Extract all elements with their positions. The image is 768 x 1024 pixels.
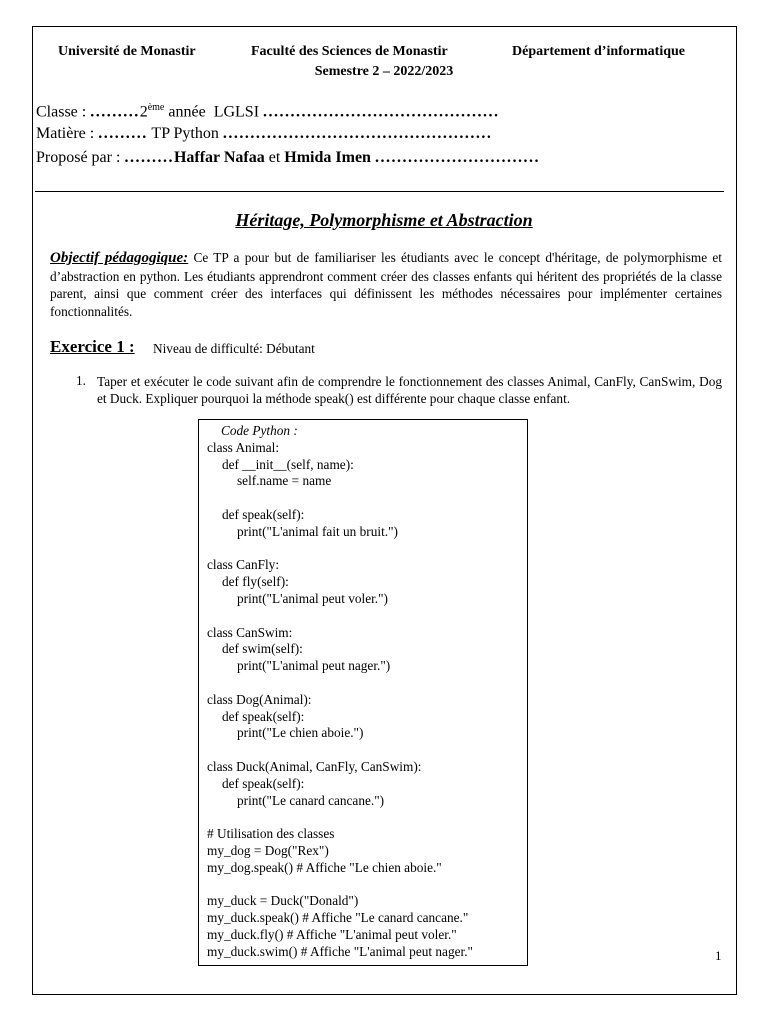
code-line: class CanFly: [207,557,280,573]
code-line [207,675,473,692]
code-line: def speak(self): [222,506,305,522]
code-line: def speak(self): [222,775,305,791]
code-line [207,608,473,625]
code-line: print("Le chien aboie.") [237,725,364,741]
page-number: 1 [715,948,722,963]
matiere-label: Matière : [36,125,95,142]
faculty-name: Faculté des Sciences de Monastir [251,44,448,59]
code-line: def __init__(self, name): [222,456,354,472]
code-line [207,877,473,894]
semester: Semestre 2 – 2022/2023 [314,64,454,79]
code-line: my_dog.speak() # Affiche "Le chien aboie." [207,859,442,875]
exercise-level: Niveau de difficulté: Débutant [153,341,315,356]
code-line: my_dog = Dog("Rex") [207,842,329,858]
code-line [207,541,473,558]
document-title: Héritage, Polymorphisme et Abstraction [235,210,533,230]
code-line: print("L'animal peut nager.") [237,658,391,674]
exercise-title: Exercice 1 : [50,337,135,356]
code-line: class Dog(Animal): [207,691,312,707]
code-line: def swim(self): [222,641,303,657]
code-line: print("L'animal peut voler.") [237,590,388,606]
code-line: my_duck.fly() # Affiche "L'animal peut voler." [207,926,457,942]
classe-line: Classe : .........2ème année LGLSI ........................................... [36,102,500,121]
author-1: Haffar Nafaa [173,149,265,166]
code-line [207,742,473,759]
propose-line: Proposé par : .........Haffar Nafaa et Hmida Imen .............................. [36,149,540,166]
author-2: Hmida Imen [284,149,371,166]
code-listing [207,423,473,961]
code-line: self.name = name [237,473,332,489]
objective-label: Objectif pédagogique: [50,250,189,266]
matiere-value: TP Python [151,125,219,142]
classe-label: Classe : [36,103,87,121]
code-line: # Utilisation des classes [207,826,335,842]
code-line: print("Le canard cancane.") [237,792,385,808]
code-line: my_duck.speak() # Affiche "Le canard cancane." [207,910,469,926]
item-text: Taper et exécuter le code suivant afin de comprendre le fonctionnement des classes Animal, CanFly, CanSwim, Dog et Duck. Expliquer pourquoi la méthode speak() est différente pour chaque classe enfant. [97,374,722,406]
classe-value: LGLSI [213,103,260,121]
propose-label: Proposé par : [36,149,121,166]
code-line: my_duck.swim() # Affiche "L'animal peut nager." [207,943,473,959]
code-heading: Code Python : [221,423,298,438]
code-line: class Animal: [207,439,280,455]
classe-year-sup: ème [147,102,165,113]
code-line: def speak(self): [222,708,305,724]
matiere-line: Matière : ......... TP Python ................................................. [36,125,493,142]
code-line: print("L'animal fait un bruit.") [237,523,398,539]
university-name: Université de Monastir [58,44,196,59]
code-line: def fly(self): [222,574,289,590]
objective-paragraph [50,249,722,320]
code-line: class Duck(Animal, CanFly, CanSwim): [207,758,422,774]
header-divider [35,191,724,192]
connector: et [268,149,281,166]
classe-year-text: année [168,103,206,121]
objective-text: Ce TP a pour but de familiariser les étudiants avec le concept d'héritage, de polymorphisme et d’abstraction en python. Les étudiants apprendront comment créer des classes enfants qui héritent des propriétés de la classe parent, ainsi que comment créer des interfaces qui définissent les méthodes nécessaires pour implémenter certaines fonctionnalités. [50,250,723,319]
code-line [207,809,473,826]
code-line [207,490,473,507]
classe-year-num: 2 [139,103,148,121]
item-number: 1. [76,373,86,388]
code-line: my_duck = Duck("Donald") [207,893,359,909]
department-name: Département d’informatique [512,44,686,59]
code-line: class CanSwim: [207,624,293,640]
